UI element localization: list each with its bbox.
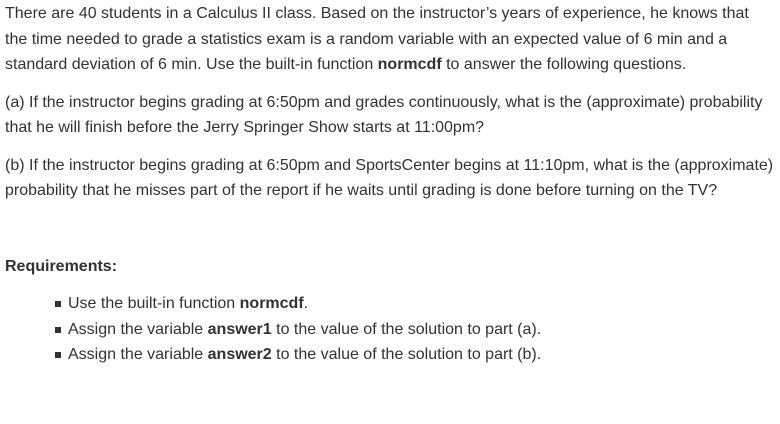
requirement-keyword: normcdf — [239, 295, 304, 312]
requirements-heading: Requirements: — [5, 257, 118, 275]
square-bullet-icon — [55, 301, 61, 307]
intro-function-name: normcdf — [377, 56, 442, 73]
requirement-prefix: Use the built-in function — [68, 295, 240, 312]
requirement-suffix: to the value of the solution to part (b). — [271, 346, 542, 363]
requirement-item — [53, 342, 775, 368]
requirement-keyword: answer1 — [207, 320, 272, 338]
requirement-prefix: Assign the variable — [68, 346, 208, 363]
requirement-suffix: . — [303, 295, 309, 312]
requirement-prefix: Assign the variable — [68, 320, 208, 338]
problem-part-b: (b) If the instructor begins grading at 6:50pm and SportsCenter begins at 11:10pm, what is the (approximate) probability that he misses part of the report if he waits until grading is done before turning on the TV? — [5, 156, 774, 199]
requirement-keyword: answer2 — [207, 346, 272, 363]
square-bullet-icon — [55, 352, 61, 358]
requirement-item — [53, 291, 775, 317]
intro-text-1: There are 40 students in a Calculus II class. Based on the instructor’s years of experience, he knows that the time needed to grade a statistics exam is a random variable with an expected value of 6 min and a standard deviation of 6 min. Use the built-in function — [5, 5, 749, 73]
intro-text-2: to answer the following questions. — [441, 56, 687, 73]
problem-intro — [5, 1, 775, 78]
requirement-suffix: to the value of the solution to part (a). — [271, 320, 542, 338]
problem-part-a: (a) If the instructor begins grading at 6:50pm and grades continuously, what is the (approximate) probability that he will finish before the Jerry Springer Show starts at 11:00pm? — [5, 93, 763, 136]
requirement-item — [53, 317, 775, 343]
square-bullet-icon — [55, 327, 61, 333]
requirements-list — [5, 291, 775, 368]
